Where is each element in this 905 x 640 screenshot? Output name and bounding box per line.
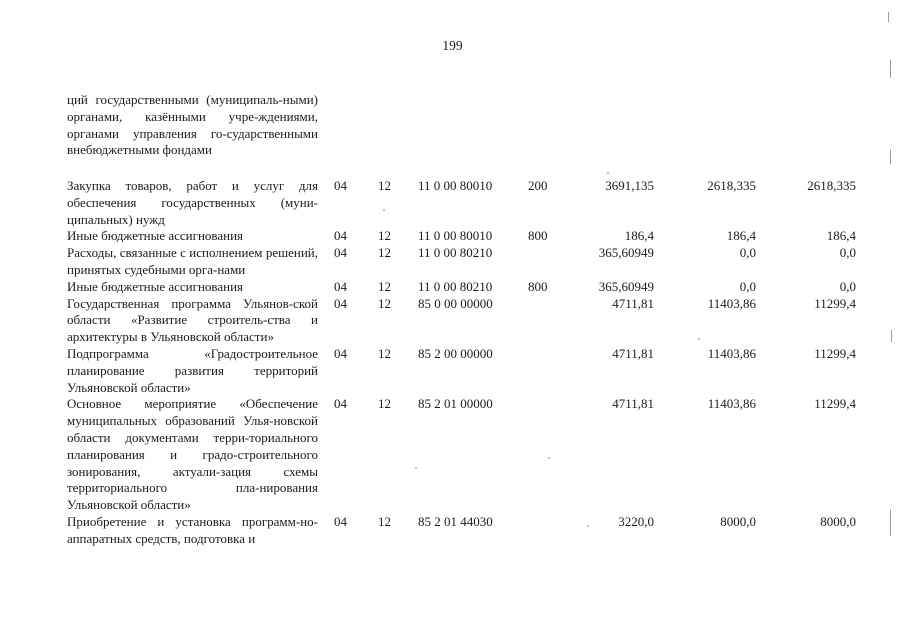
row-subsection: 12: [378, 278, 391, 294]
row-section: 04: [334, 295, 347, 311]
row-subsection: 12: [378, 345, 391, 361]
row-section: 04: [334, 396, 347, 412]
row-name: Расходы, связанные с исполнением решений, принятых судебными орга-нами: [67, 245, 318, 277]
row-target-article: 85 2 01 44030: [418, 513, 493, 529]
budget-table-body: [67, 92, 856, 548]
row-name: Иные бюджетные ассигнования: [67, 278, 244, 294]
row-expense-type: 800: [528, 278, 548, 294]
row-amount-year2: 11403,86: [707, 396, 756, 412]
row-amount-year2: 8000,0: [720, 513, 756, 529]
row-expense-type: [522, 396, 561, 514]
row-section: 04: [334, 228, 347, 244]
scan-mark: [890, 60, 891, 78]
row-target-article: 11 0 00 80010: [418, 178, 493, 193]
row-amount-year1: 3691,135: [605, 178, 654, 193]
scan-dot: [415, 467, 417, 469]
row-amount-year2: 0,0: [739, 245, 756, 261]
scan-mark: [891, 330, 892, 342]
row-section: 04: [334, 245, 347, 261]
table-row: [67, 396, 856, 514]
row-amount-year1: 3220,0: [618, 513, 654, 529]
table-row: [67, 228, 856, 245]
row-expense-type: [522, 92, 561, 178]
page-number: 199: [442, 38, 463, 53]
row-amount-year2: 11403,86: [707, 345, 756, 361]
row-amount-year1: 365,60949: [598, 278, 654, 294]
row-amount-year2: 0,0: [739, 278, 756, 294]
table-row: [67, 178, 856, 228]
scan-dot: [698, 338, 700, 340]
row-target-article: [412, 92, 522, 178]
budget-table: [67, 92, 856, 548]
scan-dot: [548, 457, 550, 459]
row-amount-year3: 8000,0: [820, 513, 856, 529]
row-name: Закупка товаров, работ и услуг для обеспечения государственных (муни-ципальных) нужд: [67, 178, 318, 227]
row-amount-year3: 11299,4: [814, 345, 856, 361]
table-row: [67, 92, 856, 178]
row-expense-type: [522, 245, 561, 279]
row-target-article: 11 0 00 80210: [418, 278, 493, 294]
scan-dot: [607, 172, 609, 174]
row-amount-year3: 11299,4: [814, 295, 856, 311]
row-target-article: 85 2 01 00000: [418, 396, 493, 412]
row-subsection: 12: [378, 228, 391, 244]
row-subsection: 12: [378, 295, 391, 311]
table-row: [67, 279, 856, 296]
row-expense-type: 800: [528, 228, 548, 244]
row-subsection: 12: [378, 396, 391, 412]
row-target-article: 11 0 00 80010: [418, 228, 493, 244]
scan-mark: [890, 150, 891, 164]
scan-dot: [587, 525, 589, 527]
row-amount-year3: 2618,335: [807, 178, 856, 193]
scan-mark: [888, 12, 889, 22]
row-section: 04: [334, 178, 347, 193]
row-amount-year1: 186,4: [624, 228, 654, 244]
row-amount-year3: [756, 92, 856, 178]
row-amount-year1: [561, 92, 654, 178]
table-row: [67, 346, 856, 396]
scan-dot: [383, 209, 385, 211]
row-subsection: 12: [378, 245, 391, 261]
row-amount-year1: 4711,81: [612, 396, 654, 412]
row-name: Государственная программа Ульянов-ской области «Развитие строитель-ства и архитектуры в Ульяновской области»: [67, 295, 318, 345]
row-amount-year1: 365,60949: [598, 245, 654, 261]
row-subsection: 12: [378, 178, 391, 193]
row-name: Основное мероприятие «Обеспечение муниципальных образований Улья-новской области документами терри-ториального планирования и градо-строительного зонирования, актуали-зация схемы территориального пла-нирования Ульяновской области»: [67, 396, 318, 513]
row-amount-year3: 186,4: [826, 228, 856, 244]
row-amount-year1: 4711,81: [612, 295, 654, 311]
table-row: [67, 245, 856, 279]
row-amount-year2: 2618,335: [707, 178, 756, 193]
row-amount-year2: 11403,86: [707, 295, 756, 311]
table-row: [67, 296, 856, 346]
row-section: 04: [334, 513, 347, 529]
row-expense-type: [522, 514, 561, 548]
row-amount-year3: 0,0: [839, 245, 856, 261]
row-amount-year2: [654, 92, 756, 178]
row-section: [318, 92, 378, 178]
row-target-article: 85 0 00 00000: [418, 295, 493, 311]
row-amount-year3: 11299,4: [814, 396, 856, 412]
row-amount-year2: 186,4: [726, 228, 756, 244]
row-name: Приобретение и установка программ-но-аппаратных средств, подготовка и: [67, 513, 318, 546]
row-amount-year3: 0,0: [839, 278, 856, 294]
row-name: ций государственными (муниципаль-ными) органами, казёнными учре-ждениями, органами управления го-сударственными внебюджетными фондами: [67, 92, 318, 158]
row-name: Иные бюджетные ассигнования: [67, 228, 244, 244]
row-target-article: 85 2 00 00000: [418, 345, 493, 361]
row-amount-year1: 4711,81: [612, 345, 654, 361]
row-name: Подпрограмма «Градостроительное планирование развития территорий Ульяновской области»: [67, 345, 318, 395]
row-section: 04: [334, 278, 347, 294]
row-expense-type: 200: [528, 178, 548, 193]
row-target-article: 11 0 00 80210: [418, 245, 493, 261]
row-subsection: [378, 92, 412, 178]
table-row: [67, 514, 856, 548]
row-expense-type: [522, 296, 561, 346]
row-expense-type: [522, 346, 561, 396]
row-section: 04: [334, 345, 347, 361]
scan-mark: [890, 510, 891, 536]
row-subsection: 12: [378, 513, 391, 529]
